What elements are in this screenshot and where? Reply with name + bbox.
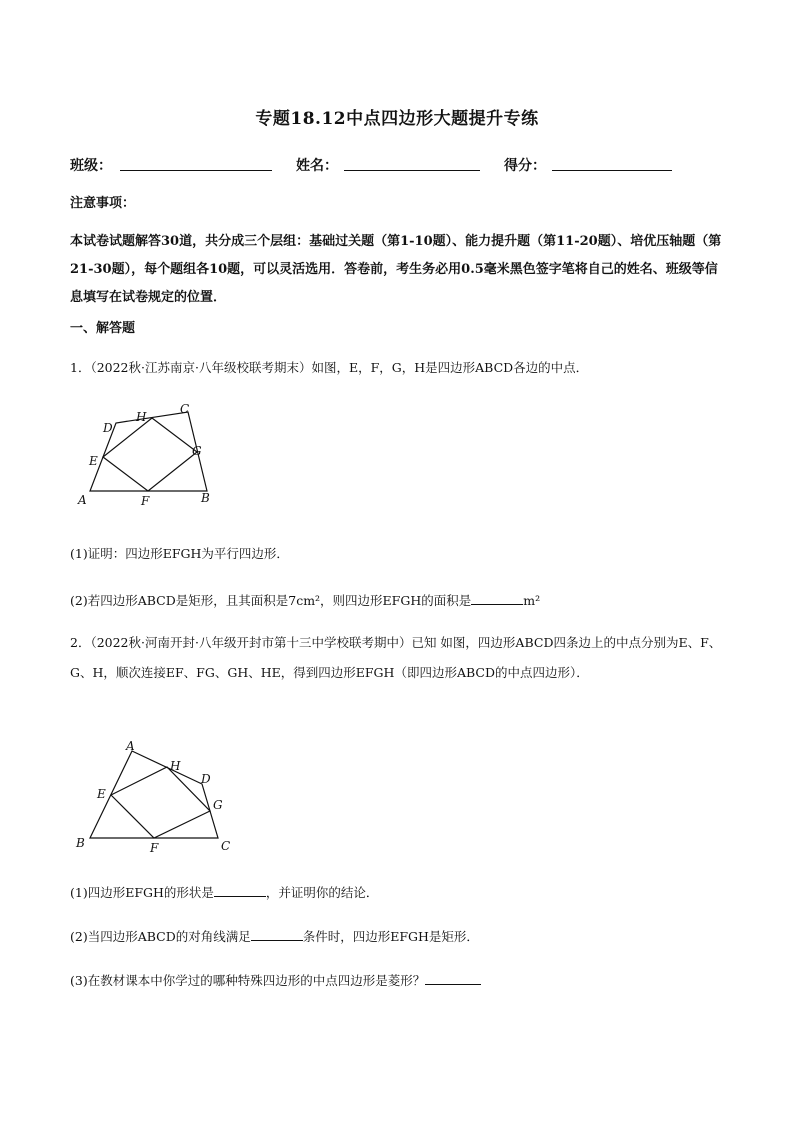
q2-part1 [70,883,378,901]
q2-quadrilateral-abcd [90,751,218,838]
name-blank[interactable] [344,170,480,171]
q2-label-f: F [150,841,159,855]
q1-label-e: E [89,454,98,468]
q2-label-d: D [201,772,211,786]
q1-label-g: G [192,444,202,458]
q1-label-b: B [201,491,210,505]
q1-label-a: A [78,493,87,507]
q1-part2 [70,591,540,609]
q2-label-b: B [76,836,85,850]
q2-part2 [70,927,479,945]
q1-quadrilateral-efgh [103,418,197,491]
q2-part1-tail: ，并证明你的结论． [265,885,379,900]
q1-label-f: F [141,494,150,508]
class-blank[interactable] [120,170,272,171]
notes-heading: 注意事项： [70,196,136,211]
q2-part1-text: (1)四边形EFGH的形状是 [70,885,214,900]
q2-part3 [70,971,481,989]
class-label: 班级： [70,158,112,174]
q1-stem: 1．（2022秋·江苏南京·八年级校联考期末）如图，E，F，G，H是四边形ABCD各边的中点． [70,360,589,375]
q2-part2-tail: 条件时，四边形EFGH是矩形． [302,929,479,944]
q2-label-h: H [170,759,181,773]
q1-part1: (1)证明：四边形EFGH为平行四边形． [70,546,289,561]
section-title: 一、解答题 [70,321,136,336]
notes-body: 本试卷试题解答30道，共分成三个层组：基础过关题（第1-10题）、能力提升题（第11-20题）、培优压轴题（第21-30题），每个题组各10题，可以灵活选用．答卷前，考生务必用0.5毫米黑色签字笔将自己的姓名、班级等信息填写在试卷规定的位置． [70,234,722,305]
q2-part3-blank[interactable] [425,984,481,985]
q2-part2-text: (2)当四边形ABCD的对角线满足 [70,929,251,944]
page-title: 专题18.12中点四边形大题提升专练 [255,109,539,129]
score-blank[interactable] [552,170,672,171]
q2-figure [70,734,250,860]
q2-part3-text: (3)在教材课本中你学过的哪种特殊四边形的中点四边形是菱形？ [70,973,426,988]
q1-label-h: H [136,410,147,424]
q1-figure [70,398,230,513]
q2-part2-blank[interactable] [251,940,303,941]
q1-part2-unit: m² [523,593,541,608]
q2-stem: 2．（2022秋·河南开封·八年级开封市第十三中学校联考期中）已知 如图，四边形ABCD四条边上的中点分别为E、F、G、H，顺次连接EF、FG、GH、HE，得到四边形EFGH（即四边形ABCD的中点四边形）． [70,635,722,680]
q1-label-c: C [180,402,190,416]
q2-quadrilateral-efgh [111,767,210,838]
score-label: 得分： [504,158,546,174]
q1-part2-blank[interactable] [471,604,523,605]
q2-part1-blank[interactable] [214,896,266,897]
q2-label-c: C [221,839,231,853]
q1-label-d: D [103,421,113,435]
q1-part2-text: (2)若四边形ABCD是矩形，且其面积是7cm²，则四边形EFGH的面积是 [70,593,472,608]
q2-label-a: A [126,739,135,753]
name-label: 姓名： [296,158,338,174]
q2-label-e: E [97,787,106,801]
q2-label-g: G [213,798,223,812]
